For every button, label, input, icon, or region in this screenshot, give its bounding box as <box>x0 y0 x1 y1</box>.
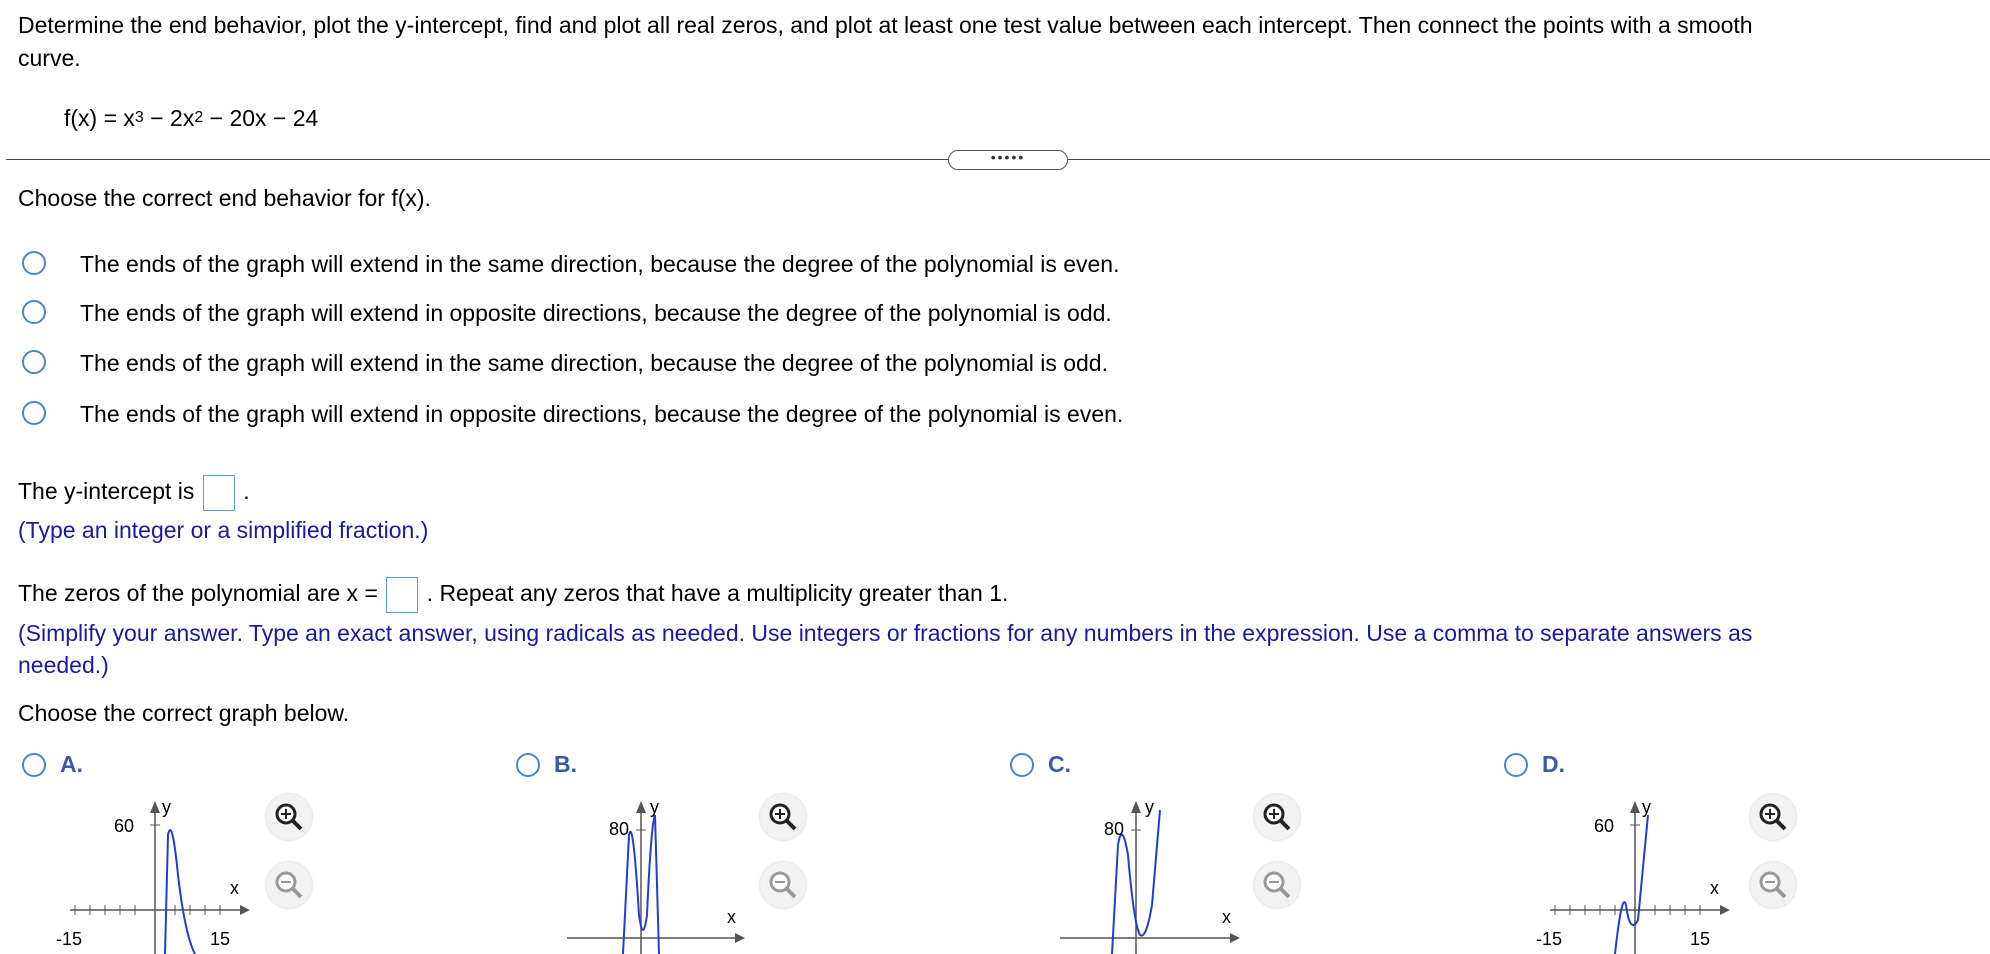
zeros-hint-line2: needed.) <box>18 652 109 678</box>
graph-b-yaxis-label: y <box>650 797 659 817</box>
end-behavior-radio-3[interactable] <box>22 350 46 374</box>
y-intercept-label: The y-intercept is <box>18 478 195 505</box>
graph-a-zoom-in[interactable] <box>266 794 312 840</box>
graph-d-zoom-in[interactable] <box>1750 794 1796 840</box>
end-behavior-prompt: Choose the correct end behavior for f(x). <box>18 185 431 211</box>
graph-label-c: C. <box>1048 751 1071 777</box>
y-intercept-hint: (Type an integer or a simplified fraction.) <box>18 517 429 543</box>
graph-label-b: B. <box>554 751 577 777</box>
graph-c-xaxis-label: x <box>1222 907 1231 927</box>
end-behavior-radio-1[interactable] <box>22 251 46 275</box>
graph-c-zoom-out[interactable] <box>1254 862 1300 908</box>
zoom-out-icon <box>1750 862 1796 908</box>
graph-d-xmin: -15 <box>1536 929 1563 949</box>
end-behavior-option-1: The ends of the graph will extend in the same direction, because the degree of the polynomial is even. <box>80 251 1120 277</box>
end-behavior-radio-2[interactable] <box>22 300 46 324</box>
graph-d-xaxis-label: x <box>1710 878 1719 898</box>
graph-d-ytick: 60 <box>1594 816 1615 836</box>
graph-radio-a[interactable] <box>22 753 46 777</box>
end-behavior-option-2: The ends of the graph will extend in opposite directions, because the degree of the polynomial is odd. <box>80 300 1112 326</box>
end-behavior-option-3: The ends of the graph will extend in the same direction, because the degree of the polynomial is odd. <box>80 350 1108 376</box>
graph-b-ytick: 80 <box>609 819 630 839</box>
graph-a-xaxis-label: x <box>230 878 239 898</box>
graph-c <box>1050 795 1250 954</box>
y-intercept-input[interactable] <box>203 475 235 511</box>
graph-d-xmax: 15 <box>1690 929 1711 949</box>
graph-radio-c[interactable] <box>1010 753 1034 777</box>
zoom-in-icon <box>1750 794 1796 840</box>
graph-a-yaxis-label: y <box>162 797 171 817</box>
function-expression: $f(x) = x^3 - 2x^2 - 20x - 24$ <box>64 105 319 131</box>
graph-a-xmin: -15 <box>56 929 83 949</box>
graph-d-yaxis-label: y <box>1642 797 1651 817</box>
graph-c-yaxis-label: y <box>1145 797 1154 817</box>
zeros-input[interactable] <box>386 577 418 613</box>
end-behavior-radio-4[interactable] <box>22 401 46 425</box>
divider-handle[interactable]: ••••• <box>948 150 1068 170</box>
zoom-in-icon <box>266 794 312 840</box>
zoom-in-icon <box>760 794 806 840</box>
end-behavior-option-4: The ends of the graph will extend in opposite directions, because the degree of the polynomial is even. <box>80 401 1124 427</box>
graph-b-zoom-out[interactable] <box>760 862 806 908</box>
graph-choice-prompt: Choose the correct graph below. <box>18 700 350 726</box>
graph-a <box>50 795 250 954</box>
y-intercept-row: The y-intercept is . <box>18 475 250 511</box>
instructions-line2: curve. <box>18 45 81 71</box>
graph-c-zoom-in[interactable] <box>1254 794 1300 840</box>
graph-d <box>1530 795 1730 954</box>
zoom-in-icon <box>1254 794 1300 840</box>
graph-c-ytick: 80 <box>1104 819 1125 839</box>
instructions-line1: Determine the end behavior, plot the y-intercept, find and plot all real zeros, and plot at least one test value between each intercept. Then connect the points with a smooth <box>18 12 1753 38</box>
zeros-label: The zeros of the polynomial are x = <box>18 580 378 607</box>
zoom-out-icon <box>760 862 806 908</box>
graph-b-xaxis-label: x <box>727 907 736 927</box>
graph-d-zoom-out[interactable] <box>1750 862 1796 908</box>
zoom-out-icon <box>1254 862 1300 908</box>
graph-a-ytick: 60 <box>114 816 135 836</box>
graph-radio-d[interactable] <box>1504 753 1528 777</box>
graph-label-a: A. <box>60 751 83 777</box>
zeros-hint-line1: (Simplify your answer. Type an exact answer, using radicals as needed. Use integers or fractions for any numbers in the expression. Use a comma to separate answers as <box>18 620 1753 646</box>
graph-label-d: D. <box>1542 751 1565 777</box>
graph-a-zoom-out[interactable] <box>266 862 312 908</box>
zoom-out-icon <box>266 862 312 908</box>
zeros-row: The zeros of the polynomial are x = . Repeat any zeros that have a multiplicity greater than 1. <box>18 577 1008 613</box>
graph-b-zoom-in[interactable] <box>760 794 806 840</box>
graph-radio-b[interactable] <box>516 753 540 777</box>
graph-a-xmax: 15 <box>210 929 231 949</box>
graph-b <box>555 795 755 954</box>
